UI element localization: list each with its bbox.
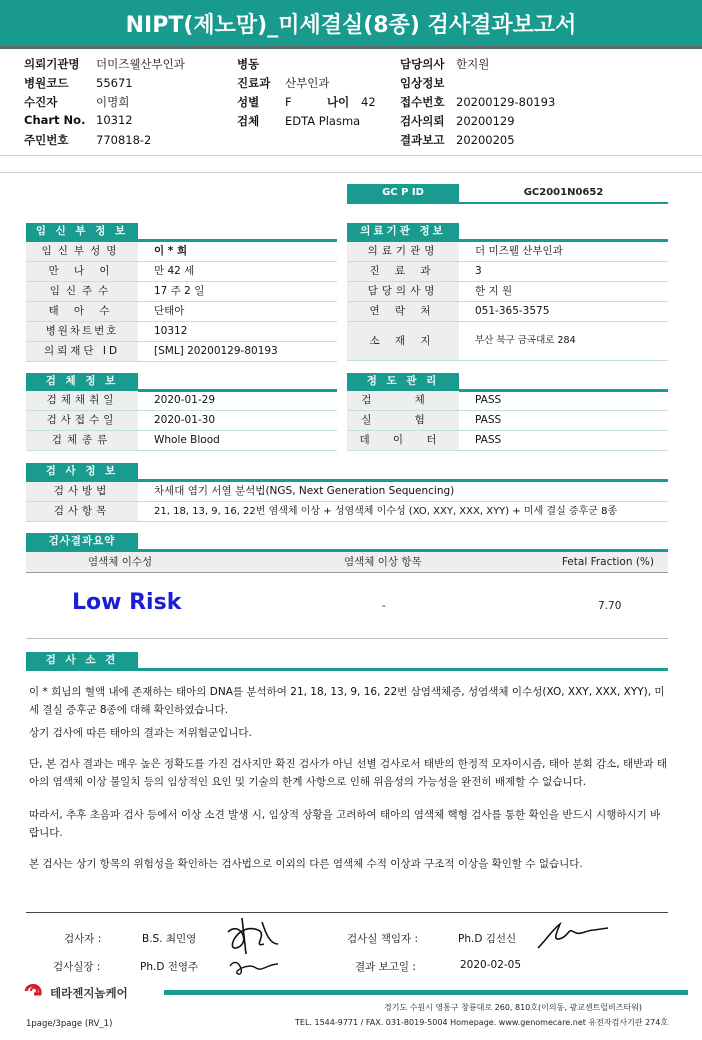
hdr-label: 성별 <box>237 95 260 109</box>
header-col2 <box>237 56 397 132</box>
specimen-value: Whole Blood <box>154 434 220 446</box>
tester-name: B.S. 최민영 <box>142 933 197 945</box>
institution-value: 더 미즈웰 산부인과 <box>475 245 563 257</box>
gcpid-underline <box>347 202 668 204</box>
director-label: 검사실장 : <box>53 961 101 973</box>
findings-p4: 따라서, 추후 초음파 검사 등에서 이상 소견 발생 시, 임상적 상황을 고려하여 태아의 염색체 핵형 검사를 통한 확인을 반드시 시행하시기 바랍니다. <box>29 809 661 839</box>
header-col3 <box>400 56 690 151</box>
footer-contact: TEL. 1544-9771 / FAX. 031-8019-5004 Homepage. www.genomecare.net 유전자검사기관 274호 <box>295 1018 669 1027</box>
specimen-value: 2020-01-29 <box>154 394 216 406</box>
institution-label: 의료기관명 <box>347 242 459 261</box>
hdr-label: 검사의뢰 <box>400 114 445 128</box>
hdr-label: 검체 <box>237 114 260 128</box>
risk-result: Low Risk <box>72 590 182 615</box>
manager-signature <box>534 918 614 954</box>
qc-label: 검 체 <box>347 391 459 410</box>
findings-p3: 단, 본 검사 결과는 매우 높은 정확도를 가진 검사지만 확진 검사가 아닌 선별 검사로서 태반의 한정적 모자이시즘, 태아 분회 감소, 태반과 태아의 염색체 이상 불일치 등의 임상적인 요인 및 기술의 한계 사항으로 인해 위음성의 가능성을 완전히 배제할 수 없습니다. <box>29 758 667 788</box>
report-date-label: 결과 보고일 : <box>355 961 416 973</box>
hdr-label: 병원코드 <box>24 76 69 90</box>
pregnancy-value: 이 * 희 <box>154 245 188 257</box>
pregnancy-label: 임신주수 <box>26 282 138 301</box>
pregnancy-value: 10312 <box>154 325 188 337</box>
title-divider <box>0 46 702 49</box>
institution-value: 한 지 원 <box>475 285 513 297</box>
hdr-label: 결과보고 <box>400 133 445 147</box>
summary-bottom <box>26 638 668 639</box>
qc-table <box>347 391 668 451</box>
findings-p2: 상기 검사에 따른 태아의 결과는 저위험군입니다. <box>29 727 252 739</box>
specimen-value: 2020-01-30 <box>154 414 216 426</box>
institution-label: 연 락 처 <box>347 302 459 321</box>
pregnancy-table <box>26 242 337 362</box>
header-col1 <box>24 56 254 151</box>
footer-bar <box>164 990 688 995</box>
institution-heading: 의료기관 정보 <box>347 223 459 239</box>
specimen-heading: 검 체 정 보 <box>26 373 138 389</box>
pregnancy-label: 만 나 이 <box>26 262 138 281</box>
signature-divider <box>26 912 668 913</box>
tester-label: 검사자 : <box>64 933 102 945</box>
specimen-label: 검체채취일 <box>26 391 138 410</box>
hdr-label: 임상정보 <box>400 76 445 90</box>
hdr-label: 진료과 <box>237 76 271 90</box>
institution-value: 3 <box>475 265 482 277</box>
institution-label: 소 재 지 <box>347 322 459 360</box>
qc-label: 데 이 터 <box>347 431 459 450</box>
specimen-label: 검체종류 <box>26 431 138 450</box>
hdr-value: 10312 <box>96 113 133 127</box>
hdr-value: 한지원 <box>456 57 490 71</box>
findings-line <box>26 668 668 671</box>
test-info-value: 차세대 염기 서열 분석법(NGS, Next Generation Sequencing) <box>154 485 455 497</box>
hdr-label: 의뢰기관명 <box>24 57 80 71</box>
summary-col-abnormal: 염색체 이상 항목 <box>344 556 422 568</box>
divider <box>0 155 702 156</box>
pregnancy-label: 의뢰재단 ID <box>26 342 138 361</box>
hdr-value: 55671 <box>96 76 133 90</box>
findings-p5: 본 검사는 상기 항목의 위험성을 확인하는 검사법으로 이외의 다른 염색체 수적 이상과 구조적 이상을 확인할 수 없습니다. <box>29 858 583 870</box>
pregnancy-value: [SML] 20200129-80193 <box>154 345 278 357</box>
hdr-value: 770818-2 <box>96 133 152 147</box>
specimen-table <box>26 391 337 451</box>
pregnancy-label: 병원차트번호 <box>26 322 138 341</box>
qc-value: PASS <box>475 394 502 406</box>
pregnancy-label: 임신부성명 <box>26 242 138 261</box>
specimen-label: 검사접수일 <box>26 411 138 430</box>
institution-value: 부산 북구 금곡대로 284 <box>475 335 576 346</box>
hdr-value: F <box>285 95 292 109</box>
pregnancy-label: 태 아 수 <box>26 302 138 321</box>
report-date: 2020-02-05 <box>460 959 522 971</box>
report-title: NIPT(제노맘)_미세결실(8종) 검사결과보고서 <box>0 0 702 48</box>
tester-signature <box>222 914 282 978</box>
gcpid-label: GC P ID <box>347 184 459 202</box>
hdr-label: Chart No. <box>24 113 86 127</box>
qc-value: PASS <box>475 434 502 446</box>
qc-heading: 정 도 관 리 <box>347 373 459 389</box>
hdr-label: 수진자 <box>24 95 58 109</box>
findings-p1: 이 * 희님의 혈액 내에 존재하는 태아의 DNA를 분석하여 21, 18, 13, 9, 16, 22번 삼염색체증, 성염색체 이수성(XO, XXY, XXX, XYY), 미세 결실 증후군 8종에 대해 확인하였습니다. <box>29 686 665 716</box>
findings-heading: 검 사 소 견 <box>26 652 138 668</box>
pregnancy-heading: 임 신 부 정 보 <box>26 223 138 239</box>
director-name: Ph.D 전영주 <box>140 961 199 973</box>
fetal-fraction-value: 7.70 <box>598 600 622 612</box>
test-info-heading: 검 사 정 보 <box>26 463 138 479</box>
institution-table <box>347 242 668 361</box>
test-info-label: 검사항목 <box>26 502 138 521</box>
test-info-value: 21, 18, 13, 9, 16, 22번 염색체 이상 + 성염색체 이수성 (XO, XXY, XXX, XYY) + 미세 결실 증후군 8종 <box>154 506 618 517</box>
hdr-label: 주민번호 <box>24 133 69 147</box>
test-info-table <box>26 482 668 522</box>
hdr-value: 20200205 <box>456 133 515 147</box>
hdr-value: 산부인과 <box>285 76 330 90</box>
test-info-label: 검사방법 <box>26 482 138 501</box>
institution-value: 051-365-3575 <box>475 305 550 317</box>
pregnancy-value: 17 주 2 일 <box>154 285 205 297</box>
divider <box>0 172 702 173</box>
hdr-value: 더미즈웰산부인과 <box>96 57 185 71</box>
age-value: 42 <box>361 95 376 109</box>
hdr-label: 담당의사 <box>400 57 445 71</box>
institution-label: 진 료 과 <box>347 262 459 281</box>
qc-label: 실 험 <box>347 411 459 430</box>
hdr-value: 이명희 <box>96 95 130 109</box>
hdr-label: 병동 <box>237 57 260 71</box>
company-logo-text: 테라젠지놈케어 <box>50 986 128 1000</box>
hdr-label: 접수번호 <box>400 95 445 109</box>
hdr-value: 20200129-80193 <box>456 95 556 109</box>
pregnancy-value: 단태아 <box>154 305 185 317</box>
institution-label: 담당의사명 <box>347 282 459 301</box>
page-number: 1page/3page (RV_1) <box>26 1019 113 1029</box>
summary-heading: 검사결과요약 <box>26 533 138 549</box>
terragen-logo-icon <box>22 982 48 1000</box>
manager-label: 검사실 책임자 : <box>347 933 419 945</box>
hdr-value: 20200129 <box>456 114 515 128</box>
footer-address: 경기도 수원시 영통구 창룡대로 260, 810호(이의동, 광교센트럴비즈타워) <box>384 1003 643 1012</box>
qc-value: PASS <box>475 414 502 426</box>
summary-col-aneuploidy: 염색체 이수성 <box>88 556 153 568</box>
pregnancy-value: 만 42 세 <box>154 265 195 277</box>
gcpid-value: GC2001N0652 <box>523 187 604 198</box>
manager-name: Ph.D 김선신 <box>458 933 517 945</box>
abnormal-result: - <box>382 600 386 612</box>
hdr-value: EDTA Plasma <box>285 114 361 128</box>
summary-col-fetal-fraction: Fetal Fraction (%) <box>561 556 654 568</box>
summary-header-row <box>26 552 668 573</box>
age-label: 나이 <box>327 95 350 109</box>
